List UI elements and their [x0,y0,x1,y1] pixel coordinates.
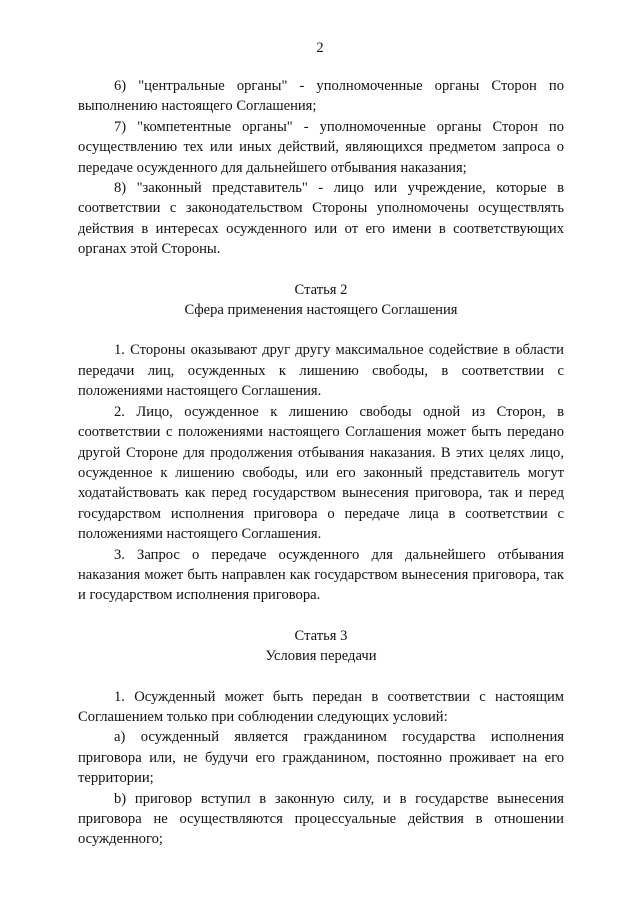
document-body [78,76,564,850]
article-3-number: Статья 3 [294,627,348,644]
article-2-paragraph-2: 2. Лицо, осужденное к лишению свободы одной из Сторон, в соответствии с положениями настоящего Соглашения может быть передано другой Стороне для продолжения отбывания наказания. В этих целях лицо, осужденное к лишению свободы, или его законный представитель могут ходатайствовать как перед государством вынесения приговора, так и перед государством исполнения приговора о передаче лица в соответствии с положениями настоящего Соглашения. [78,403,564,543]
article-2-paragraph-3: 3. Запрос о передаче осужденного для дальнейшего отбывания наказания может быть направлен как государством вынесения приговора, так и государством исполнения приговора. [78,546,564,604]
page-number: 2 [316,40,324,56]
article-3-paragraph-1: 1. Осужденный может быть передан в соответствии с настоящим Соглашением только при соблюдении следующих условий: [78,688,564,725]
article-3-item-a: a) осужденный является гражданином государства исполнения приговора или, не будучи его гражданином, постоянно проживает на его территории; [78,729,564,787]
article-2-paragraph-1: 1. Стороны оказывают друг другу максимальное содействие в области передачи лиц, осужденных к лишению свободы, в соответствии с положениями настоящего Соглашения. [78,342,564,400]
article-2-title: Сфера применения настоящего Соглашения [184,302,458,319]
article-2-number: Статья 2 [294,281,348,298]
article-3-title: Условия передачи [265,648,377,665]
definition-8: 8) "законный представитель" - лицо или учреждение, которые в соответствии с законодательством Стороны уполномочены осуществлять действия в интересах осужденного или от его имени в соответствующих органах этой Стороны. [78,180,564,258]
definition-7: 7) "компетентные органы" - уполномоченные органы Сторон по осуществлению тех или иных действий, являющихся предметом запроса о передаче осужденного для дальнейшего отбывания наказания; [78,118,564,176]
article-3-item-b: b) приговор вступил в законную силу, и в государстве вынесения приговора не осуществляются процессуальные действия в отношении осужденного; [78,790,564,848]
definition-6: 6) "центральные органы" - уполномоченные органы Сторон по выполнению настоящего Соглашения; [78,78,564,115]
